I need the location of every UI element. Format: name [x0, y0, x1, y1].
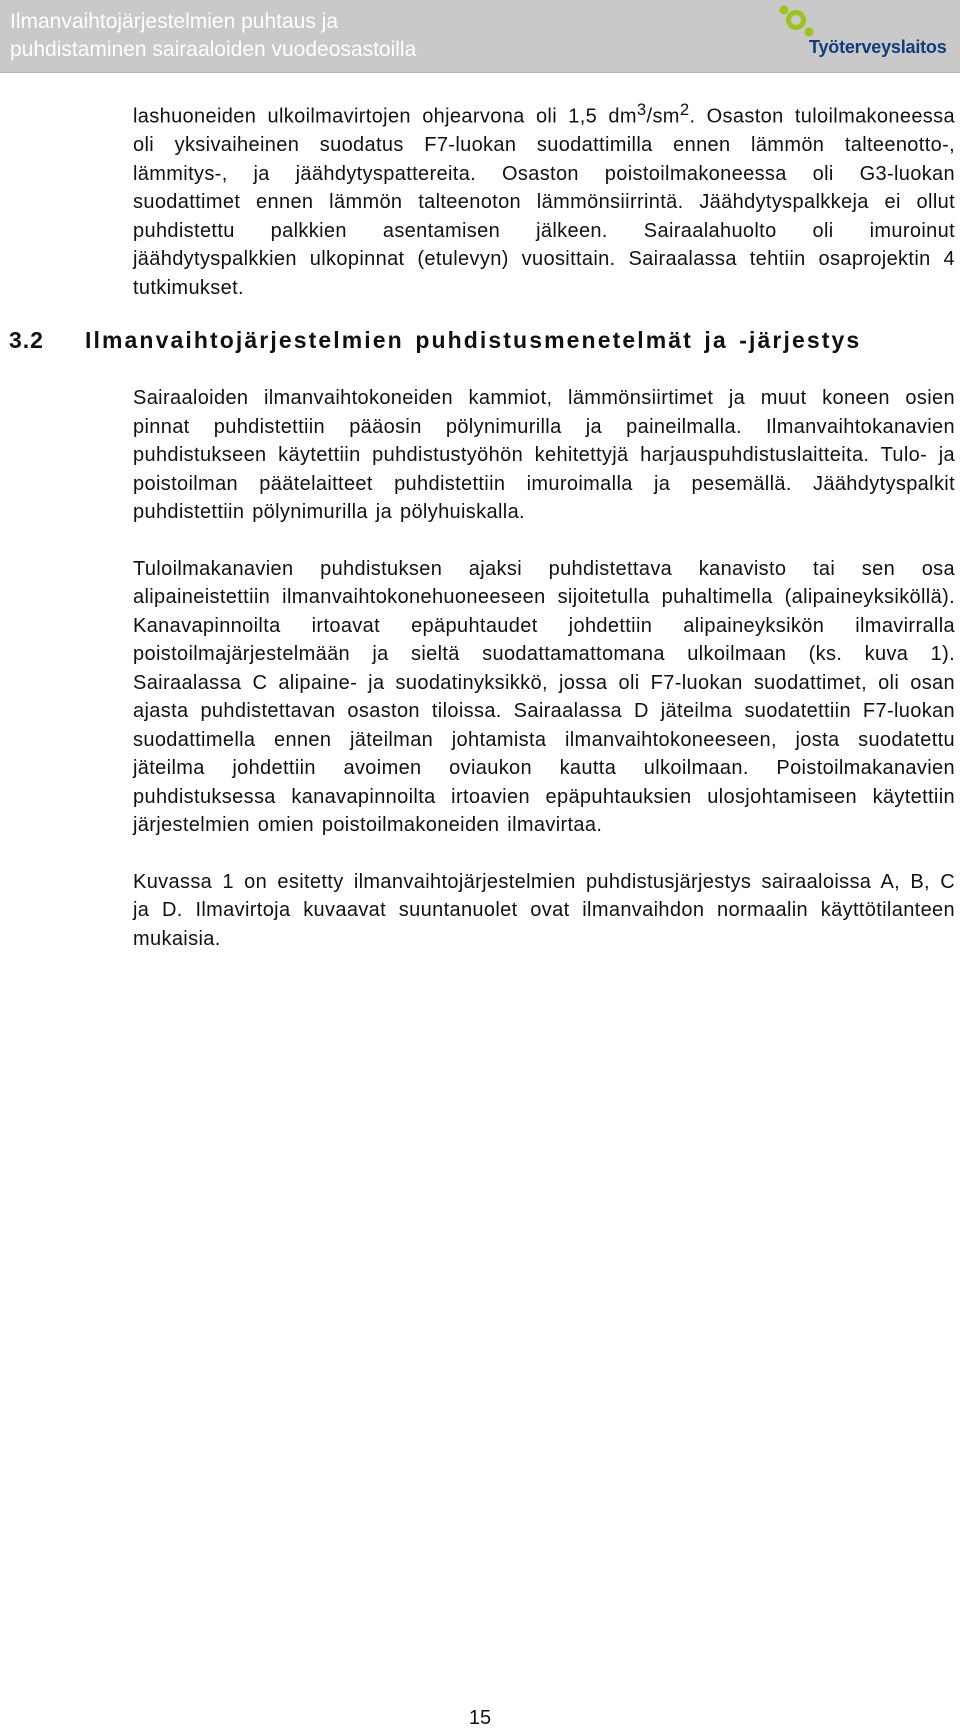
intro-paragraph — [133, 96, 955, 302]
sm2-superscript: 2 — [679, 100, 690, 119]
document-title-line-2: puhdistaminen sairaaloiden vuodeosastoilla — [10, 38, 417, 61]
section-heading — [9, 323, 955, 357]
figure-reference-paragraph: Kuvassa 1 on esitetty ilmanvaihtojärjestelmien puhdistusjärjestys sairaaloissa A, B, C ja D. Ilmavirtoja kuvaavat suuntanuolet ovat ilmanvaihdon normaalin käyttötilanteen mukaisia. — [133, 870, 955, 950]
section-title: Ilmanvaihtojärjestelmien puhdistusmenetelmät ja -järjestys — [85, 327, 862, 354]
intro-text-part-1: lashuoneiden ulkoilmavirtojen ohjearvona oli 1,5 dm — [133, 105, 637, 128]
cleaning-methods-paragraph: Sairaaloiden ilmanvaihtokoneiden kammiot, lämmönsiirtimet ja muut koneen osien pinnat puhdistettiin pääosin pölynimurilla ja paineilmalla. Ilmanvaihtokanavien puhdistukseen käytettiin puhdistustyöhön kehitettyjä harjauspuhdistuslaitteita. Tulo- ja poistoilman päätelaitteet puhdistettiin imuroimalla ja pesemällä. Jäähdytyspalkit puhdistettiin pölynimurilla ja pölyhuiskalla. — [133, 387, 955, 524]
tyoterveyslaitos-logo — [776, 4, 952, 62]
intro-text-part-3: . Osaston tuloilmakoneessa oli yksivaiheinen suodatus F7-luokan suodattimilla ennen lämmön talteenotto-, lämmitys-, ja jäähdytyspattereita. Osaston poistoilmakoneessa oli G3-luokan suodattimet ennen lämmön talteenoton lämmönsiirrintä. Jäähdytyspalkkeja ei ollut puhdistettu palkkien asentamisen jälkeen. Sairaalahuolto oli imuroinut jäähdytyspalkkien ulkopinnat (etulevyn) vuosittain. Sairaalassa tehtiin osaprojektin 4 tutkimukset. — [133, 105, 955, 299]
supply-duct-cleaning-paragraph: Tuloilmakanavien puhdistuksen ajaksi puhdistettava kanavisto tai sen osa alipaineistettiin ilmanvaihtokonehuoneeseen sijoitetulla puhaltimella (alipaineyksiköllä). Kanavapinnoilta irtoavat epäpuhtaudet johdettiin alipaineyksikön ilmavirralla poistoilmajärjestelmään ja sieltä suodattamattomana ulkoilmaan (ks. kuva 1). Sairaalassa C alipaine- ja suodatinyksikkö, jossa oli F7-luokan suodattimet, oli osan ajasta puhdistettavan osaston tiloissa. Sairaalassa D jäteilma suodatettiin F7-luokan suodattimella ennen jäteilman johtamista ilmanvaihtokoneeseen, josta suodatettu jäteilma johdettiin avoimen oviaukon kautta ulkoilmaan. Poistoilmakanavien puhdistuksessa kanavapinnoilta irtoavien epäpuhtauksien ulosjohtamiseen käytettiin järjestelmien omien poistoilmakoneiden ilmavirtaa. — [133, 557, 955, 837]
document-title-line-1: Ilmanvaihtojärjestelmien puhtaus ja — [10, 10, 339, 33]
page-header — [0, 0, 960, 73]
page-number: 15 — [468, 1707, 492, 1729]
document-title — [10, 8, 650, 64]
dm3-superscript: 3 — [636, 100, 647, 119]
section-number: 3.2 — [9, 327, 44, 354]
document-body — [9, 96, 955, 953]
intro-text-part-2: /sm — [646, 105, 680, 128]
logo-wordmark: Työterveyslaitos — [809, 37, 947, 57]
